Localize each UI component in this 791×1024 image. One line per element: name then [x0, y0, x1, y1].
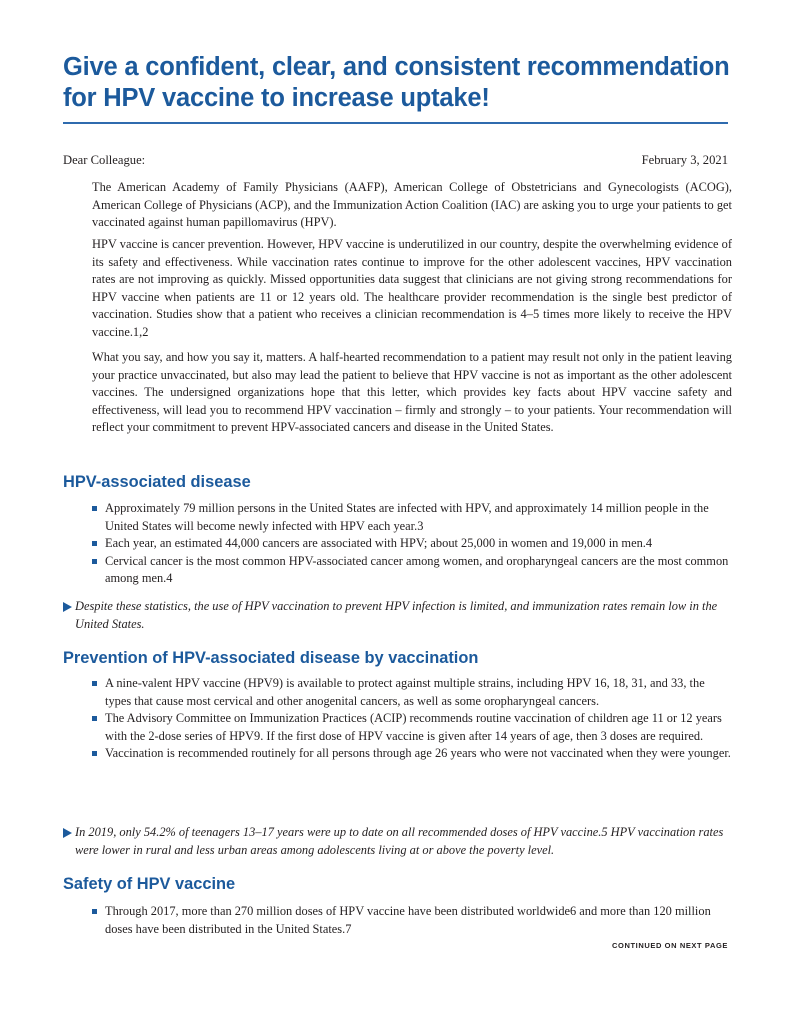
letter-date: February 3, 2021: [641, 153, 728, 167]
prevention-callout: [63, 824, 731, 859]
section-heading-safety: Safety of HPV vaccine: [63, 875, 236, 893]
bullet-text: The Advisory Committee on Immunization Practices (ACIP) recommends routine vaccination of children age 11 or 12 years with the 2-dose series of HPV9. If the first dose of HPV vaccine is given after 14 years of age, then 3 doses are required.: [105, 711, 722, 743]
bullet-text: Cervical cancer is the most common HPV-associated cancer among women, and oropharyngeal cancers are the most common among men.4: [105, 553, 729, 586]
disease-callout: [63, 598, 731, 633]
bullet-text: Each year, an estimated 44,000 cancers are associated with HPV; about 25,000 in women and 19,000 in men.4: [105, 536, 653, 551]
salutation: Dear Colleague:: [63, 153, 146, 167]
bullet-square-icon: [92, 681, 97, 686]
cancer-prevention-paragraph: HPV vaccine is cancer prevention. However, HPV vaccine is underutilized in our country, despite the overwhelming evidence of its safety and effectiveness. While vaccination rates continue to improve for the other adolescent vaccines, HPV vaccination rates are not improving as quickly. Missed opportunities data suggest that clinicians are not giving strong recommendations for HPV vaccine when patients are 11 or 12 years old. The healthcare provider recommendation is the single best predictor of vaccination. Studies show that a patient who receives a clinician recommendation is 4–5 times more likely to receive the HPV vaccine.1,2: [92, 237, 732, 339]
bullet-square-icon: [92, 751, 97, 756]
title-divider: [63, 122, 728, 124]
list-item: [92, 903, 732, 938]
recommendation-paragraph: What you say, and how you say it, matters. A half-hearted recommendation to a patient may result not only in the patient leaving your practice unvaccinated, but also may lead the patient to believe that HPV vaccine is not as important as the other adolescent vaccines. The undersigned organizations hope that this letter, which provides key facts about HPV vaccine safety and effectiveness, will lead you to recommend HPV vaccination – firmly and strongly – to your patients. Your recommendation will reflect your commitment to prevent HPV-associated cancers and disease in the United States.: [92, 350, 732, 435]
bullet-square-icon: [92, 506, 97, 511]
bullet-text: A nine-valent HPV vaccine (HPV9) is available to protect against multiple strains, including HPV 16, 18, 31, and 33, the types that cause most cervical and other anogenital cancers, as well as some oropharyngeal cancers.: [105, 676, 705, 708]
callout-text: Despite these statistics, the use of HPV vaccination to prevent HPV infection is limited, and immunization rates remain low in the United States.: [75, 599, 718, 631]
page-title: Give a confident, clear, and consistent recommendation for HPV vaccine to increase uptake!: [63, 53, 730, 112]
bullet-square-icon: [92, 909, 97, 914]
arrow-right-icon: [63, 828, 72, 838]
bullet-text: Approximately 79 million persons in the United States are infected with HPV, and approximately 14 million people in the United States will become newly infected with HPV each year.3: [105, 501, 709, 533]
list-item: [92, 675, 732, 710]
bullet-square-icon: [92, 716, 97, 721]
bullet-text: Vaccination is recommended routinely for all persons through age 26 years who were not vaccinated when they were younger.: [105, 746, 731, 761]
section-heading-prevention: Prevention of HPV-associated disease by vaccination: [63, 649, 479, 667]
intro-paragraph: The American Academy of Family Physicians (AAFP), American College of Obstetricians and Gynecologists (ACOG), American College of Physicians (ACP), and the Immunization Action Coalition (IAC) are asking you to urge your patients to get vaccinated against human papillomavirus (HPV).: [92, 180, 732, 230]
continued-note: CONTINUED ON NEXT PAGE: [612, 941, 728, 950]
list-item: [92, 745, 732, 763]
prevention-bullet-list: [92, 675, 732, 763]
bullet-square-icon: [92, 559, 97, 564]
bullet-square-icon: [92, 541, 97, 546]
safety-bullet-list: [92, 903, 732, 938]
disease-bullet-list: [92, 500, 732, 588]
list-item: [92, 535, 732, 553]
list-item: [92, 710, 732, 745]
list-item: [92, 553, 732, 588]
bullet-text: Through 2017, more than 270 million doses of HPV vaccine have been distributed worldwide6 and more than 120 million doses have been distributed in the United States.7: [105, 904, 711, 936]
section-heading-disease: HPV-associated disease: [63, 473, 251, 491]
list-item: [92, 500, 732, 535]
arrow-right-icon: [63, 602, 72, 612]
callout-text: In 2019, only 54.2% of teenagers 13–17 years were up to date on all recommended doses of HPV vaccine.5 HPV vaccination rates were lower in rural and less urban areas among adolescents living at or above the poverty level.: [75, 825, 724, 857]
